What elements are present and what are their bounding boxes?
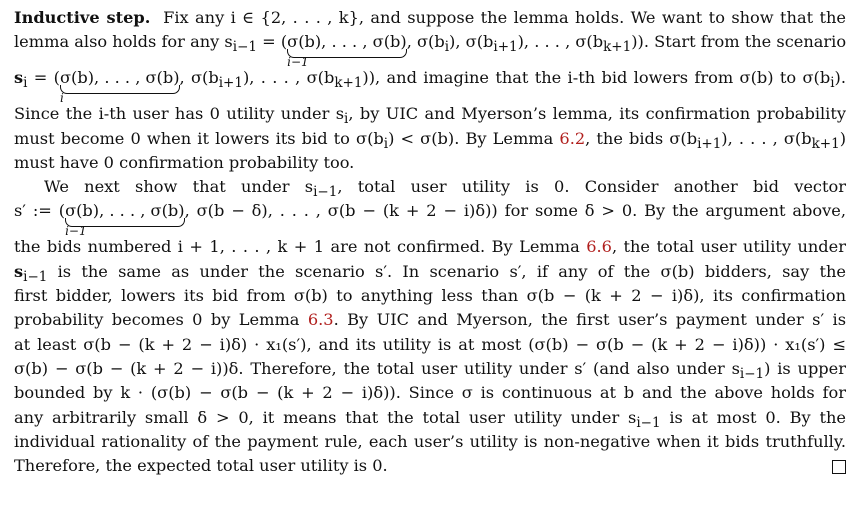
text: Therefore, the expected total user utility is 0. — [14, 456, 388, 476]
subscript: i — [23, 75, 28, 92]
subscript: i+1 — [493, 39, 518, 56]
qed-square-icon — [832, 460, 846, 474]
proof-line-12 — [14, 308, 846, 332]
proof-line-7 — [14, 175, 846, 199]
text: must have 0 confirmation probability too. — [14, 152, 355, 172]
text: )). Start from the scenario — [631, 32, 847, 52]
text: s′ := ( — [14, 201, 66, 221]
proof-line-4 — [14, 102, 846, 126]
proof-line-3 — [14, 66, 846, 106]
proof-line-16 — [14, 406, 846, 430]
proof-line-14 — [14, 357, 846, 381]
proof-line-6 — [14, 151, 846, 175]
proof-line-8 — [14, 199, 846, 239]
text: ). — [834, 68, 846, 88]
brace-label: i−1 — [287, 55, 309, 70]
proof-line-1 — [14, 6, 846, 30]
proof-line-17 — [14, 430, 846, 454]
subscript: i−1 — [23, 269, 48, 286]
subscript: i — [444, 39, 450, 56]
text: must become 0 when it lowers its bid to σ(b — [14, 128, 384, 148]
text: , the total user utility under — [611, 237, 846, 257]
text: , σ(b − δ), . . . , σ(b − (k + 2 − i)δ)) for some δ > 0. By the argument above, — [184, 201, 846, 221]
text: Fix any i ∈ {2, . . . , k}, and suppose the lemma holds. We want to show that the — [163, 8, 847, 27]
proof-line-9 — [14, 235, 846, 259]
text: ), . . . , σ(b — [242, 68, 335, 88]
subscript: i+1 — [218, 75, 243, 92]
text: , the bids σ(b — [585, 128, 698, 148]
text: ), σ(b — [449, 32, 494, 52]
text: σ(b), . . . , σ(b) — [59, 68, 180, 88]
text: is at most 0. By the — [660, 407, 846, 427]
subscript: i — [344, 111, 349, 128]
text: , total user utility is 0. Consider another bid vector — [337, 177, 846, 197]
proof-line-10 — [14, 260, 846, 284]
text: ), . . . , σ(b — [721, 128, 812, 148]
text: , σ(b — [179, 68, 219, 88]
proof-line-13 — [14, 333, 846, 357]
proof-line-11 — [14, 284, 846, 308]
subscript: i−1 — [313, 184, 338, 201]
subscript: k+1 — [334, 75, 363, 92]
text: s — [14, 261, 24, 281]
lemma-link-6-6[interactable]: 6.6 — [586, 237, 612, 257]
text: σ(b), . . . , σ(b) — [287, 32, 407, 52]
text: ) — [839, 128, 847, 148]
text: σ(b), . . . , σ(b) — [65, 201, 185, 221]
text: . By UIC and Myerson, the first user’s payment under s′ is — [333, 310, 846, 330]
proof-text — [14, 6, 846, 478]
underbrace — [65, 201, 185, 239]
text: )), and imagine that the i-th bid lowers from σ(b) to σ(b — [362, 68, 831, 88]
text: = ( — [256, 32, 288, 52]
lemma-link-6-3[interactable]: 6.3 — [307, 310, 334, 330]
text: Since the i-th user has 0 utility under s — [14, 104, 345, 124]
subscript: i−1 — [636, 414, 661, 431]
subscript: k+1 — [811, 135, 840, 152]
text: lemma also holds for any s — [14, 32, 233, 52]
proof-line-15 — [14, 381, 846, 405]
proof-line-2 — [14, 30, 847, 70]
text: ), . . . , σ(b — [517, 32, 604, 52]
text: is the same as under the scenario s′. In scenario s′, if any of the σ(b) bidders, say the — [47, 261, 846, 281]
text: first bidder, lowers its bid from σ(b) to anything less than σ(b − (k + 2 − i)δ), its confirmation — [14, 286, 846, 306]
lemma-link-6-2[interactable]: 6.2 — [559, 128, 586, 148]
text: any arbitrarily small δ > 0, it means that the total user utility under s — [14, 407, 637, 427]
subscript: k+1 — [603, 39, 632, 56]
text: We next show that under s — [44, 177, 314, 197]
text: ) is upper — [764, 358, 846, 378]
text: , by UIC and Myerson’s lemma, its confirmation probability — [348, 104, 846, 124]
subscript: i — [830, 75, 835, 92]
proof-line-18 — [14, 454, 846, 478]
text: σ(b) − σ(b − (k + 2 − i))δ. Therefore, the total user utility under s′ (and also under s — [14, 358, 740, 378]
underbrace — [59, 68, 180, 106]
text: = ( — [27, 68, 60, 88]
brace-label: i−1 — [65, 224, 87, 239]
text: ) < σ(b). By Lemma — [388, 128, 560, 148]
subscript: i+1 — [697, 135, 722, 152]
text: the bids numbered i + 1, . . . , k + 1 are not confirmed. By Lemma — [14, 237, 587, 257]
text: s — [14, 68, 24, 88]
proof-line-5 — [14, 127, 846, 151]
text: probability becomes 0 by Lemma — [14, 310, 308, 330]
brace-label: i — [59, 91, 64, 106]
subscript: i−1 — [232, 39, 257, 56]
text: at least σ(b − (k + 2 − i)δ) · x₁(s′), and its utility is at most (σ(b) − σ(b − (k + 2 − i)δ)) · x₁(s′) ≤ — [14, 334, 846, 354]
proof-heading: Inductive step. — [14, 8, 151, 27]
subscript: i — [383, 135, 389, 152]
text: , σ(b — [406, 32, 445, 52]
underbrace — [287, 32, 407, 70]
text: bounded by k · (σ(b) − σ(b − (k + 2 − i)δ)). Since σ is continuous at b and the above holds for — [14, 383, 846, 403]
subscript: i−1 — [739, 366, 765, 383]
text: individual rationality of the payment rule, each user’s utility is non-negative when it bids truthfully. — [14, 431, 846, 451]
